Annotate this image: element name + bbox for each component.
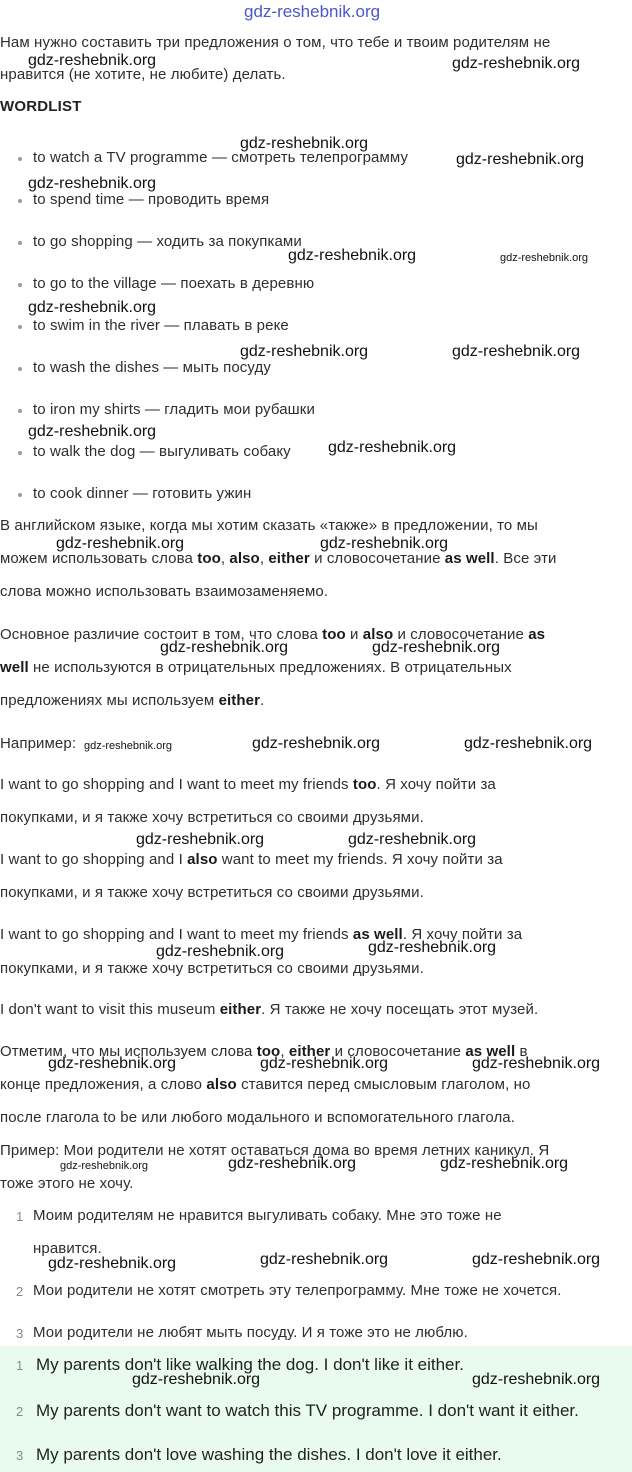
watermark: gdz-reshebnik.org xyxy=(372,639,501,656)
intro-line-1: Нам нужно составить три предложения о том, что тебе и твоим родителям не xyxy=(0,34,551,51)
watermark: gdz-reshebnik.org xyxy=(60,1160,149,1172)
watermark: gdz-reshebnik.org xyxy=(472,1055,601,1072)
watermark: gdz-reshebnik.org xyxy=(240,135,369,152)
bullet-icon xyxy=(18,367,22,371)
watermark: gdz-reshebnik.org xyxy=(456,151,585,168)
example-2-line-1: I want to go shopping and I also want to meet my friends. Я хочу пойти за xyxy=(0,851,503,868)
example2-line-1: Пример: Мои родители не хотят оставаться дома во время летних каникул. Я xyxy=(0,1142,550,1159)
p2-line-2: well не используются в отрицательных предложениях. В отрицательных xyxy=(0,659,512,676)
watermark: gdz-reshebnik.org xyxy=(240,343,369,360)
answer-number: 1 xyxy=(16,1358,24,1373)
p1-line-3: слова можно использовать взаимозаменяемо. xyxy=(0,583,329,600)
watermark: gdz-reshebnik.org xyxy=(452,343,581,360)
watermark: gdz-reshebnik.org xyxy=(84,740,173,752)
list-item: to cook dinner — готовить ужин xyxy=(33,485,252,502)
list-item: to watch a TV programme — смотреть телепрограмму xyxy=(33,149,409,166)
watermark: gdz-reshebnik.org xyxy=(260,1251,389,1268)
answer-item: My parents don't want to watch this TV programme. I don't want it either. xyxy=(36,1401,579,1420)
watermark: gdz-reshebnik.org xyxy=(500,252,589,264)
watermark: gdz-reshebnik.org xyxy=(132,1371,261,1388)
watermark: gdz-reshebnik.org xyxy=(328,439,457,456)
answer-number: 3 xyxy=(16,1448,24,1463)
p3-line-3: после глагола to be или любого модального и вспомогательного глагола. xyxy=(0,1109,516,1126)
list-item: Мои родители не хотят смотреть эту телепрограмму. Мне тоже не хочется. xyxy=(33,1282,562,1299)
p2-line-1: Основное различие состоит в том, что слова too и also и словосочетание as xyxy=(0,626,546,643)
watermark: gdz-reshebnik.org xyxy=(48,1255,177,1272)
list-item: to iron my shirts — гладить мои рубашки xyxy=(33,401,315,418)
list-item: Моим родителям не нравится выгуливать собаку. Мне это тоже не xyxy=(33,1207,502,1224)
example-1-line-1: I want to go shopping and I want to meet my friends too. Я хочу пойти за xyxy=(0,776,496,793)
watermark: gdz-reshebnik.org xyxy=(28,299,157,316)
watermark: gdz-reshebnik.org xyxy=(472,1251,601,1268)
example2-line-2: тоже этого не хочу. xyxy=(0,1175,134,1192)
example-3-line-2: покупками, и я также хочу встретиться со своими друзьями. xyxy=(0,960,424,977)
bullet-icon xyxy=(18,325,22,329)
watermark: gdz-reshebnik.org xyxy=(440,1155,569,1172)
watermark: gdz-reshebnik.org xyxy=(56,535,185,552)
list-item: to swim in the river — плавать в реке xyxy=(33,317,289,334)
list-number: 2 xyxy=(16,1284,24,1299)
watermark: gdz-reshebnik.org xyxy=(156,943,285,960)
watermark: gdz-reshebnik.org xyxy=(288,247,417,264)
watermark: gdz-reshebnik.org xyxy=(320,535,449,552)
example-3-line-1: I want to go shopping and I want to meet my friends as well. Я хочу пойти за xyxy=(0,926,523,943)
p1-line-1: В английском языке, когда мы хотим сказать «также» в предложении, то мы xyxy=(0,517,538,534)
example-4-line: I don't want to visit this museum either. Я также не хочу посещать этот музей. xyxy=(0,1001,539,1018)
list-item-continued: нравится. xyxy=(33,1240,102,1257)
answer-number: 2 xyxy=(16,1404,24,1419)
p1-line-2: можем использовать слова too, also, either и словосочетание as well. Все эти xyxy=(0,550,557,567)
answer-item: My parents don't like walking the dog. I don't like it either. xyxy=(36,1355,464,1374)
wordlist-title: WORDLIST xyxy=(0,98,82,115)
watermark: gdz-reshebnik.org xyxy=(136,831,265,848)
p2-line-3: предложениях мы используем either. xyxy=(0,692,265,709)
watermark: gdz-reshebnik.org xyxy=(48,1055,177,1072)
p3-line-1: Отметим, что мы используем слова too, either и словосочетание as well в xyxy=(0,1043,528,1060)
watermark: gdz-reshebnik.org xyxy=(28,175,157,192)
watermark: gdz-reshebnik.org xyxy=(464,735,593,752)
bullet-icon xyxy=(18,157,22,161)
watermark: gdz-reshebnik.org xyxy=(368,939,497,956)
watermark: gdz-reshebnik.org xyxy=(28,52,157,69)
watermark-top[interactable]: gdz-reshebnik.org xyxy=(244,2,381,21)
list-item: to go to the village — поехать в деревню xyxy=(33,275,315,292)
example-label: Например: xyxy=(0,735,77,752)
list-item: to spend time — проводить время xyxy=(33,191,270,208)
watermark: gdz-reshebnik.org xyxy=(28,423,157,440)
bullet-icon xyxy=(18,241,22,245)
list-item: Мои родители не любят мыть посуду. И я тоже это не люблю. xyxy=(33,1324,468,1341)
intro-line-2: нравится (не хотите, не любите) делать. xyxy=(0,66,286,83)
bullet-icon xyxy=(18,451,22,455)
bullet-icon xyxy=(18,493,22,497)
watermark: gdz-reshebnik.org xyxy=(228,1155,357,1172)
example-1-line-2: покупками, и я также хочу встретиться со своими друзьями. xyxy=(0,809,424,826)
watermark: gdz-reshebnik.org xyxy=(260,1055,389,1072)
list-item: to wash the dishes — мыть посуду xyxy=(33,359,271,376)
list-item: to go shopping — ходить за покупками xyxy=(33,233,302,250)
watermark: gdz-reshebnik.org xyxy=(160,639,289,656)
example-2-line-2: покупками, и я также хочу встретиться со своими друзьями. xyxy=(0,884,424,901)
list-number: 3 xyxy=(16,1326,24,1341)
list-number: 1 xyxy=(16,1209,24,1224)
bullet-icon xyxy=(18,283,22,287)
bullet-icon xyxy=(18,199,22,203)
answer-item: My parents don't love washing the dishes. I don't love it either. xyxy=(36,1445,502,1464)
bullet-icon xyxy=(18,409,22,413)
watermark: gdz-reshebnik.org xyxy=(472,1371,601,1388)
list-item: to walk the dog — выгуливать собаку xyxy=(33,443,291,460)
watermark: gdz-reshebnik.org xyxy=(348,831,477,848)
watermark: gdz-reshebnik.org xyxy=(252,735,381,752)
p3-line-2: конце предложения, а слово also ставится перед смысловым глаголом, но xyxy=(0,1076,531,1093)
watermark: gdz-reshebnik.org xyxy=(452,55,581,72)
